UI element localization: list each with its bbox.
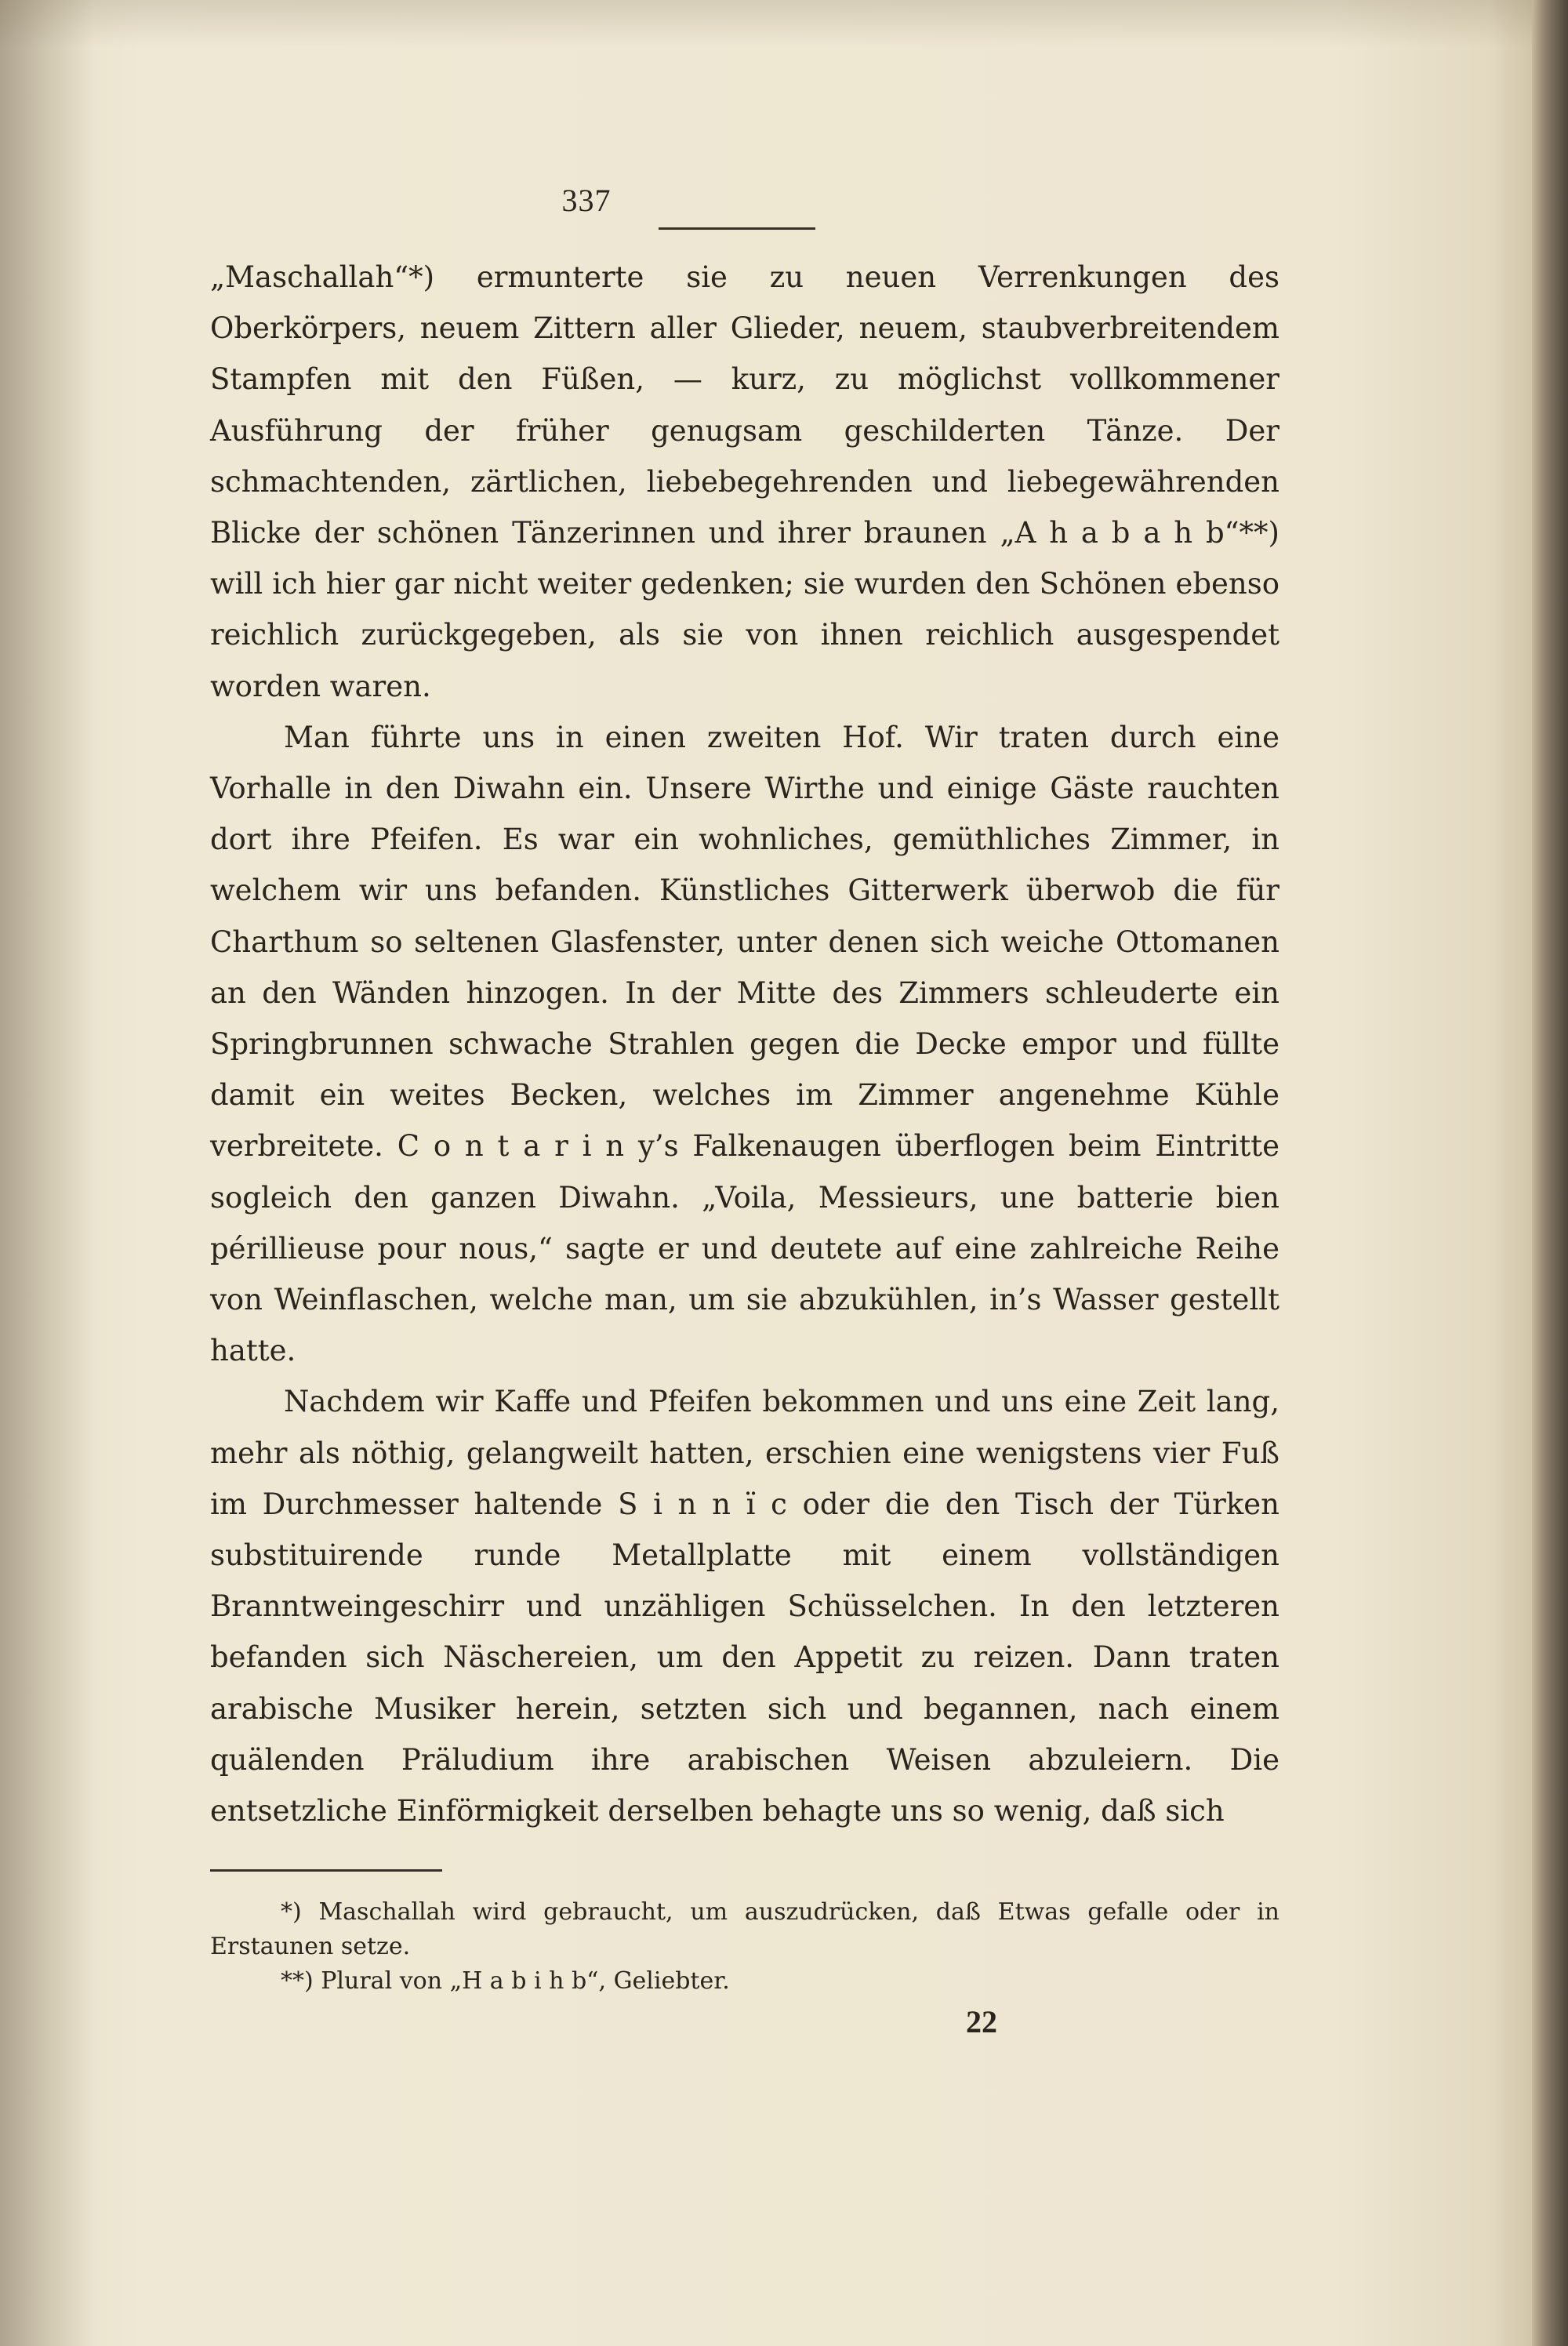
top-shadow	[0, 0, 1568, 47]
paragraph-3: Nachdem wir Kaffe und Pfeifen bekommen und uns eine Zeit lang, mehr als nöthig, gelangweilt hatten, erschien eine wenigstens vier Fuß im Durchmesser haltende S i n n ï c oder die den Tisch der Türken substituirende runde Metallplatte mit einem vollständigen Branntweingeschirr und unzähligen Schüsselchen. In den letzteren befanden sich Näschereien, um den Appetit zu reizen. Dann traten arabische Musiker herein, setzten sich und begannen, nach einem quälenden Präludium ihre arabischen Weisen abzuleiern. Die entsetzliche Einförmigkeit derselben behagte uns so wenig, daß sich	[210, 1385, 1279, 1828]
footnote-1: *) Maschallah wird gebraucht, um auszudrücken, daß Etwas gefalle oder in Erstaunen setze.	[210, 1898, 1279, 1961]
page-content	[210, 182, 1279, 2040]
footnotes	[210, 1895, 1279, 1999]
header-rule	[659, 227, 815, 230]
body-text	[210, 252, 1279, 1836]
page-number: 337	[561, 183, 612, 218]
paragraph-2: Man führte uns in einen zweiten Hof. Wir traten durch eine Vorhalle in den Diwahn ein. Unsere Wirthe und einige Gäste rauchten dort ihre Pfeifen. Es war ein wohnliches, gemüthliches Zimmer, in welchem wir uns befanden. Künstliches Gitterwerk überwob die für Charthum so seltenen Glasfenster, unter denen sich weiche Ottomanen an den Wänden hinzogen. In der Mitte des Zimmers schleuderte ein Springbrunnen schwache Strahlen gegen die Decke empor und füllte damit ein weites Becken, welches im Zimmer angenehme Kühle verbreitete. C o n t a r i n y’s Falkenaugen überflogen beim Eintritte sogleich den ganzen Diwahn. „Voila, Messieurs, une batterie bien périllieuse pour nous,“ sagte er und deutete auf eine zahlreiche Reihe von Weinflaschen, welche man, um sie abzukühlen, in’s Wasser gestellt hatte.	[210, 720, 1279, 1368]
footnote-rule	[210, 1869, 442, 1872]
signature-mark: 22	[966, 2004, 997, 2040]
paragraph-1: „Maschallah“*) ermunterte sie zu neuen Verrenkungen des Oberkörpers, neuem Zittern aller Glieder, neuem, staubverbreitendem Stampfen mit den Füßen, — kurz, zu möglichst vollkommener Ausführung der früher genugsam geschilderten Tänze. Der schmachtenden, zärtlichen, liebebegehrenden und liebegewährenden Blicke der schönen Tänzerinnen und ihrer braunen „A h a b a h b“**) will ich hier gar nicht weiter gedenken; sie wurden den Schönen ebenso reichlich zurückgegeben, als sie von ihnen reichlich ausgespendet worden waren.	[210, 260, 1279, 703]
page-edge	[1532, 0, 1568, 2346]
footnote-2: **) Plural von „H a b i h b“, Geliebter.	[281, 1967, 730, 1996]
spine-shadow	[0, 0, 94, 2346]
